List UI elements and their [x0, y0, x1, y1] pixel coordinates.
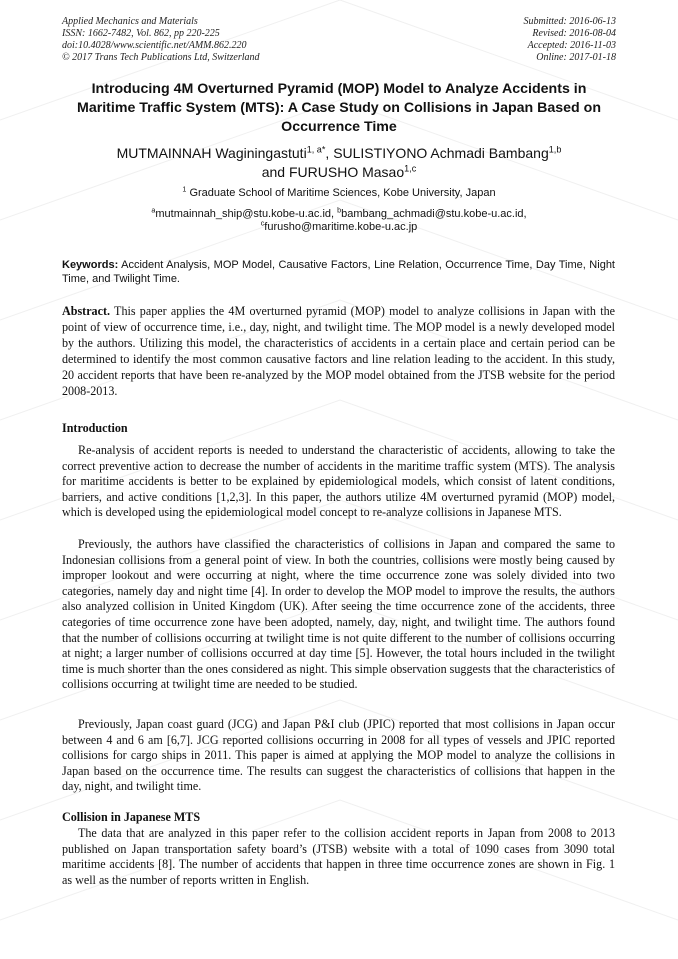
intro-paragraph-3: Previously, Japan coast guard (JCG) and Japan P&I club (JPIC) reported that most collisions in Japan occur between 4 and 6 am [6,7]. JCG reported collisions occurring in 2008 for all types of vessels and JPIC reported collisions for cargo ships in 2011. This paper is aimed at applying the MOP model to analyze the collisions in Japan based on the occurrence time. The results can suggest the characteristics of collisions that happen in the day, night, and twilight time.	[62, 717, 615, 794]
date-submitted: Submitted: 2016-06-13	[523, 16, 616, 27]
email-superscript: b	[337, 206, 342, 215]
journal-name: Applied Mechanics and Materials	[62, 16, 198, 27]
keywords-text: Accident Analysis, MOP Model, Causative Factors, Line Relation, Occurrence Time, Day Time, Night Time, and Twilight Time.	[62, 259, 615, 285]
section-heading-introduction: Introduction	[62, 421, 128, 435]
intro-paragraph-1: Re-analysis of accident reports is needed to understand the characteristic of accidents, allowing to take the correct preventive action to decrease the number of accidents in the maritime traffic system (MTS). The analysis for maritime accidents is better to be explained by epidemiological models, which consist of latent conditions, barriers, and active conditions [1,2,3]. In this paper, the authors utilize 4M overturned pyramid (MOP) model, which is developed using the epidemiological model concept to re-analyze collisions in Japanese MTS.	[62, 443, 615, 520]
journal-copyright: © 2017 Trans Tech Publications Ltd, Switzerland	[62, 52, 260, 63]
author-name: SULISTIYONO Achmadi Bambang	[333, 145, 549, 161]
email-superscript: c	[260, 219, 265, 228]
email-link[interactable]: furusho@maritime.kobe-u.ac.jp	[264, 221, 418, 233]
author-list	[62, 144, 616, 182]
affiliation-text: Graduate School of Maritime Sciences, Kobe University, Japan	[186, 187, 496, 199]
author-superscript: 1,c	[404, 163, 417, 174]
email-link[interactable]: bambang_achmadi@stu.kobe-u.ac.id,	[341, 208, 527, 220]
author-emails	[62, 208, 616, 234]
collision-paragraph-1: The data that are analyzed in this paper refer to the collision accident reports in Japan from 2008 to 2013 published on Japan transportation safety board’s (JTSB) website with a total of 1090 cases from 3090 total maritime accidents [8]. The number of accidents that happen in three time occurrence zones are shown in Fig. 1 as well as the number of reports written in English.	[62, 826, 615, 887]
affiliation	[62, 187, 616, 200]
keywords	[62, 258, 615, 286]
keywords-label: Keywords:	[62, 259, 119, 271]
intro-paragraph-2: Previously, the authors have classified the characteristics of collisions in Japan and compared the same to Indonesian collisions from a general point of view. In both the countries, collisions were mostly being caused by improper lookout and were occurring at night, where the time occurrence zone was solely divided into two categories, namely day and night time [4]. In order to develop the MOP model to improve the results, the authors also analyzed collision in United Kingdom (UK). After seeing the time occurrence zone of the accidents, three categories of time occurrence zone have been adopted, namely, day, night, and twilight time. The authors found that the number of collisions occurring at twilight time is not quite different to the number of collisions occurring at night; a larger number of collisions occurred at day time [5]. However, the total hours included in the twilight time is much shorter than the ones considered as night. This simple observation suggests that the characteristics of collisions occurring at twilight time are needed to be studied.	[62, 537, 615, 692]
author-name: FURUSHO Masao	[288, 164, 405, 180]
author-superscript: 1,b	[548, 144, 562, 155]
affiliation-superscript: 1	[182, 185, 187, 194]
author-separator: ,	[325, 145, 334, 161]
section-heading-collision: Collision in Japanese MTS	[62, 810, 201, 824]
date-revised: Revised: 2016-08-04	[532, 28, 616, 39]
author-name: MUTMAINNAH Waginingastuti	[116, 145, 307, 161]
abstract	[62, 303, 615, 399]
journal-issn: ISSN: 1662-7482, Vol. 862, pp 220-225	[62, 28, 220, 39]
email-link[interactable]: mutmainnah_ship@stu.kobe-u.ac.id,	[155, 208, 338, 220]
email-superscript: a	[151, 206, 156, 215]
abstract-label: Abstract.	[62, 304, 111, 318]
date-online: Online: 2017-01-18	[536, 52, 616, 63]
journal-info	[62, 16, 260, 64]
author-superscript: 1, a*	[306, 144, 326, 155]
paper-title: Introducing 4M Overturned Pyramid (MOP) Model to Analyze Accidents in Maritime Traffic System (MTS): A Case Study on Collisions in Japan Based on Occurrence Time	[77, 81, 601, 135]
date-accepted: Accepted: 2016-11-03	[527, 40, 616, 51]
abstract-text: This paper applies the 4M overturned pyramid (MOP) model to analyze collisions in Japan with the point of view of occurrence time, i.e., day, night, and twilight time. The MOP model is a newly developed model by the authors. Utilizing this model, the characteristics of accidents in a certain place and certain period can be determined to identify the most common causative factors and line relation leading to the accident. In this study, 20 accident reports that have been re-analyzed by the MOP model obtained from the JTSB website for the period 2008-2013.	[62, 304, 615, 398]
journal-doi: doi:10.4028/www.scientific.net/AMM.862.220	[62, 40, 247, 51]
publication-dates	[524, 16, 617, 64]
author-separator: and	[261, 164, 289, 180]
